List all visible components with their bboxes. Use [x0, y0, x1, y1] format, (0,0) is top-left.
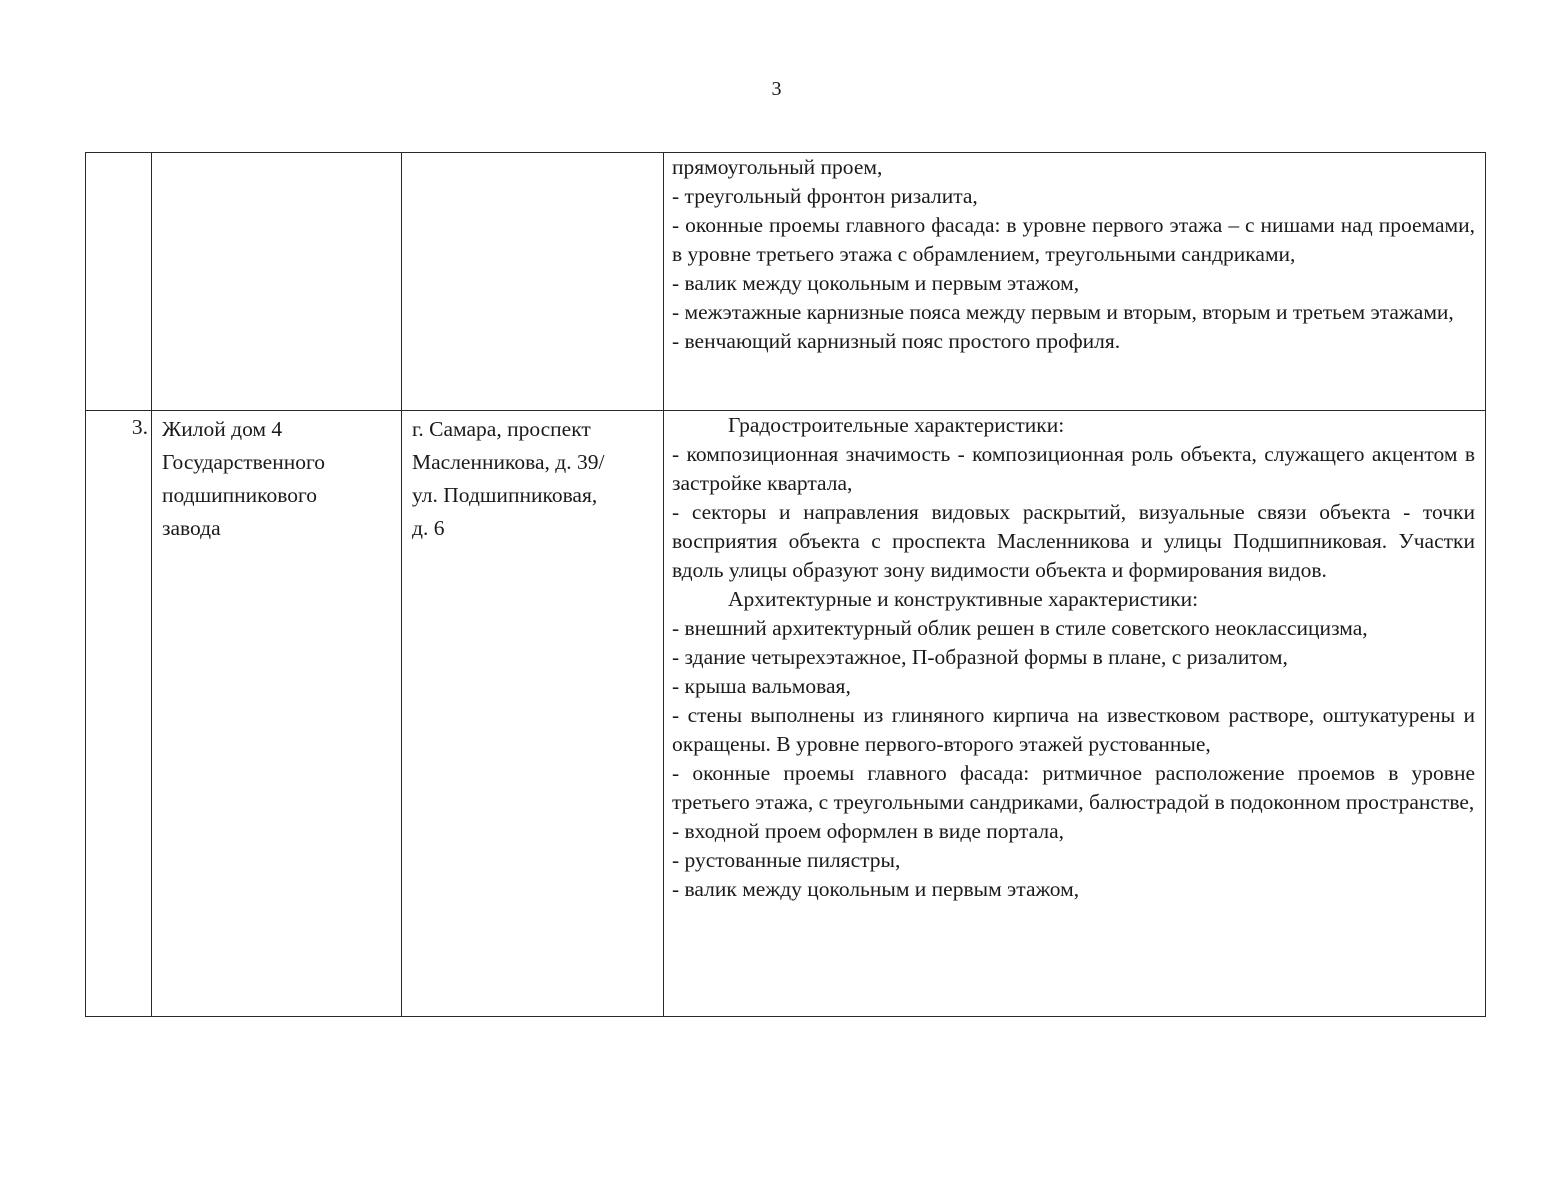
description-item: - крыша вальмовая,: [672, 674, 851, 698]
description-item: - валик между цокольным и первым этажом,: [672, 877, 1080, 901]
description-item: - рустованные пилястры,: [672, 848, 901, 872]
description-item: - треугольный фронтон ризалита,: [672, 184, 978, 208]
heritage-object-table: [85, 152, 1486, 1017]
row-number-cell: [86, 153, 152, 411]
object-name-cell: [152, 153, 402, 411]
object-address-cell: [402, 411, 664, 1017]
object-address-line: ул. Подшипниковая,: [412, 483, 598, 507]
object-address-cell: [402, 153, 664, 411]
table-row: [86, 411, 1486, 1017]
section-heading: Градостроительные характеристики:: [728, 413, 1065, 437]
object-address-line: д. 6: [412, 516, 445, 540]
description-item: - оконные проемы главного фасада: в уровне первого этажа – с нишами над проемами, в уровне третьего этажа с обрамлением, треугольными сандриками,: [672, 213, 1475, 266]
object-name-line: Жилой дом 4: [162, 417, 283, 441]
object-description-cell: [664, 153, 1486, 411]
table-row: [86, 153, 1486, 411]
description-item: - венчающий карнизный пояс простого профиля.: [672, 329, 1121, 353]
section-heading: Архитектурные и конструктивные характеристики:: [728, 587, 1199, 611]
description-item: - межэтажные карнизные пояса между первым и вторым, вторым и третьем этажами,: [672, 300, 1454, 324]
object-name-cell: [152, 411, 402, 1017]
description-item: - секторы и направления видовых раскрытий, визуальные связи объекта - точки восприятия объекта с проспекта Масленникова и улицы Подшипниковая. Участки вдоль улицы образуют зону видимости объекта и формирования видов.: [672, 500, 1475, 582]
description-item: - внешний архитектурный облик решен в стиле советского неоклассицизма,: [672, 616, 1368, 640]
object-name-line: Государственного: [162, 450, 326, 474]
row-number-cell: 3.: [86, 411, 152, 1017]
object-name-line: завода: [162, 516, 221, 540]
description-item: - композиционная значимость - композиционная роль объекта, служащего акцентом в застройке квартала,: [672, 442, 1475, 495]
description-item: - стены выполнены из глиняного кирпича на известковом растворе, оштукатурены и окращены. В уровне первого-второго этажей рустованные,: [672, 703, 1475, 756]
description-item: - здание четырехэтажное, П-образной формы в плане, с ризалитом,: [672, 645, 1288, 669]
object-description-cell: [664, 411, 1486, 1017]
description-item: - оконные проемы главного фасада: ритмичное расположение проемов в уровне третьего этажа, с треугольными сандриками, балюстрадой в подоконном пространстве,: [672, 761, 1475, 814]
object-address-line: Масленникова, д. 39/: [412, 450, 605, 474]
page-number: 3: [771, 78, 782, 100]
description-item: - валик между цокольным и первым этажом,: [672, 271, 1080, 295]
object-address-line: г. Самара, проспект: [412, 417, 591, 441]
description-item: прямоугольный проем,: [672, 155, 883, 179]
description-item: - входной проем оформлен в виде портала,: [672, 819, 1065, 843]
object-name-line: подшипникового: [162, 483, 318, 507]
